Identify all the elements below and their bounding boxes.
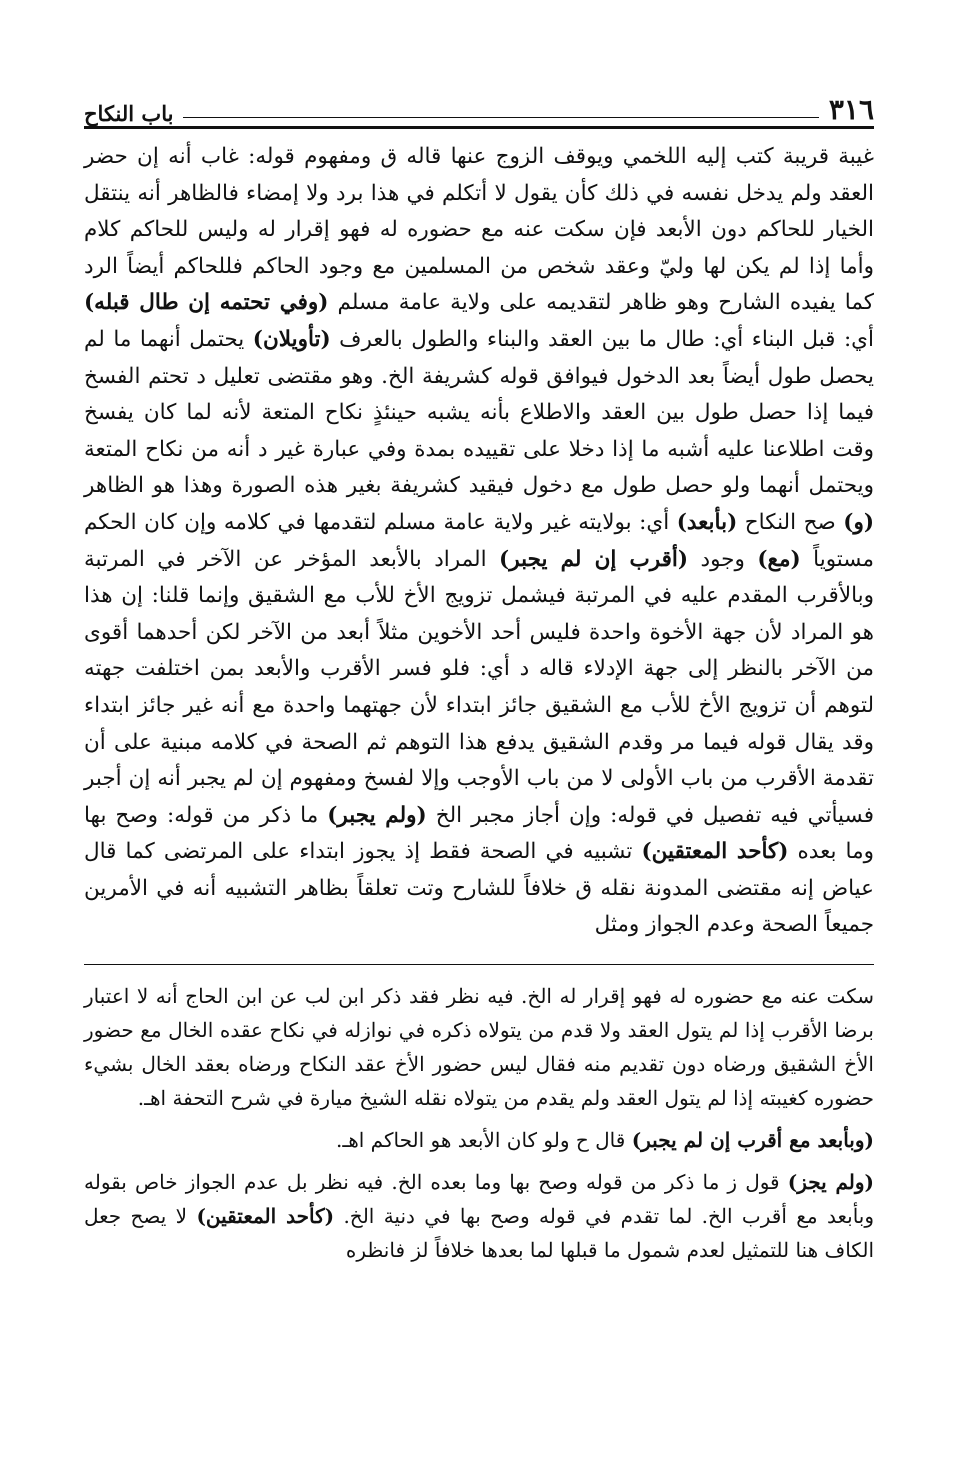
chapter-title: باب النكاح [84,101,174,126]
footnote-quote: (وبأبعد مع أقرب إن لم يجبر) [631,1128,874,1153]
footnote-text: قول ز ما ذكر من قوله وصح بها وما بعده الخ. فيه نظر بل عدم الجواز خاص بقوله وبأبعد مع أقرب الخ. لما تقدم في قوله وصح بها في دنية الخ. [84,1170,875,1229]
matn-quote: (ولم يجبر) [327,802,427,828]
body-text-span: أي: قبل البناء أي: طال ما بين العقد والبناء والطول بالعرف [330,326,874,352]
footnote-text: لا يصح جعل الكاف هنا للتمثيل لعدم شمول ما قبلها لما بعدها خلافاً لز فانظره [84,1204,874,1263]
matn-quote: (كأحد المعتقين) [641,839,789,865]
matn-quote: (وفي تحتمه إن طال قبله) [84,290,329,316]
footnote-text: قال ح ولو كان الأبعد هو الحاكم اهـ. [335,1128,632,1153]
body-text-span: غيبة قريبة كتب إليه اللخمي ويوقف الزوج عنها قاله ق ومفهوم قوله: غاب أنه إن حضر العقد ولم يدخل نفسه في ذلك كأن يقول لا أتكلم في هذا برد ولا إمضاء فالظاهر أنه ينتقل الخيار للحاكم دون الأبعد فإن سكت عنه مع حضوره له فهو إقرار له وليس للحاكم كلام وأما إذا لم يكن لها وليّ وعقد شخص من المسلمين مع وجود الحاكم فللحاكم أيضاً الرد كما يفيده الشارح وهو ظاهر لتقديمه على ولاية عامة مسلم [84,144,874,316]
matn-quote: (أقرب إن لم يجبر) [499,546,689,572]
body-text-span: ما ذكر من قوله: وصح بها وما بعده [84,802,874,865]
footnotes-section [84,979,874,1267]
matn-quote: (مع) [757,546,801,572]
matn-quote: (و) [843,509,874,535]
main-paragraph [84,139,874,944]
body-text-span: أي: بولايته غير ولاية عامة مسلم لتقدمها في كلامه وإن كان الحكم مستوياً [84,509,874,572]
footnote-separator [84,964,874,965]
body-text-span: تشبيه في الصحة فقط إذ يجوز ابتداء على المرتضى كما قال عياض إنه مقتضى المدونة نقله ق خلافاً للشارح وتت تعلقاً بظاهر التشبيه أنه في الأمرين جميعاً الصحة وعدم الجواز ومثل [84,839,874,938]
footnote-paragraph [84,979,874,1115]
body-text-span: صح النكاح [737,509,844,535]
footnote-text: سكت عنه مع حضوره له فهو إقرار له الخ. فيه نظر فقد ذكر ابن لب عن ابن الحاج أنه لا اعتبار برضا الأقرب إذا لم يتول العقد ولا قدم من يتولاه ذكره في نوازله في نكاح عقده الخال مع حضور الأخ الشقيق ورضاه دون تقديم منه فقال ليس حضور الأخ عقد النكاح ورضاه بعقد الخال بشيء حضوره كغيبته إذا لم يتول العقد ولم يقدم من يتولاه نقله الشيخ ميارة في شرح التحفة اهـ. [84,984,874,1111]
footnote-quote: (ولم يجز) [787,1170,874,1195]
body-text-span: يحتمل أنهما ما لم يحصل طول أيضاً بعد الدخول فيوافق قوله كشريفة الخ. وهو مقتضى تعليل د تحتم الفسخ فيما إذا حصل طول بين العقد والاطلاع بأنه يشبه حينئذٍ نكاح المتعة لأنه لما كان يفسخ وقت اطلاعنا عليه أشبه ما إذا دخلا على تقييده بمدة وفي عبارة غير د أنه من نكاح المتعة ويحتمل أنهما ولو حصل طول مع دخول فيقيد كشريفة بغير هذه الصورة وهذا هو الظاهر [84,326,874,499]
body-text-span: وجود [688,546,758,572]
page-number: ٣١٦ [828,93,874,126]
book-page [84,80,874,1420]
matn-quote: (تأويلان) [252,326,331,352]
matn-quote: (بأبعد) [676,509,738,535]
page-header [84,80,874,129]
body-text-span: المراد بالأبعد المؤخر عن الآخر في المرتبة وبالأقرب المقدم عليه في المرتبة فيشمل تزويج الأخ للأب مع الشقيق وإنما قلنا: إن هذا هو المراد لأن جهة الأخوة واحدة فليس أحد الأخوين مثلاً أبعد من الآخر لكن أحدهما أقوى من الآخر بالنظر إلى جهة الإدلاء قاله د أي: فلو فسر الأقرب والأبعد بمن اختلفت جهته لتوهم أن تزويج الأخ للأب مع الشقيق جائز ابتداء لأن جهتهما واحدة مع أنه غير جائز ابتداء وقد يقال قوله فيما مر وقدم الشقيق يدفع هذا التوهم ثم الصحة في كلامه مبنية على أن تقدمة الأقرب من باب الأولى لا من باب الأوجب وإلا لفسخ ومفهوم إن لم يجبر أنه إن أجبر فسيأتي فيه تفصيل في قوله: وإن أجاز مجبر الخ [84,546,874,828]
footnote-quote: (كأحد المعتقين) [196,1204,335,1229]
main-body-text [84,139,874,944]
footnote-paragraph [84,1123,874,1157]
header-rule [183,117,818,118]
footnote-paragraph [84,1165,874,1267]
